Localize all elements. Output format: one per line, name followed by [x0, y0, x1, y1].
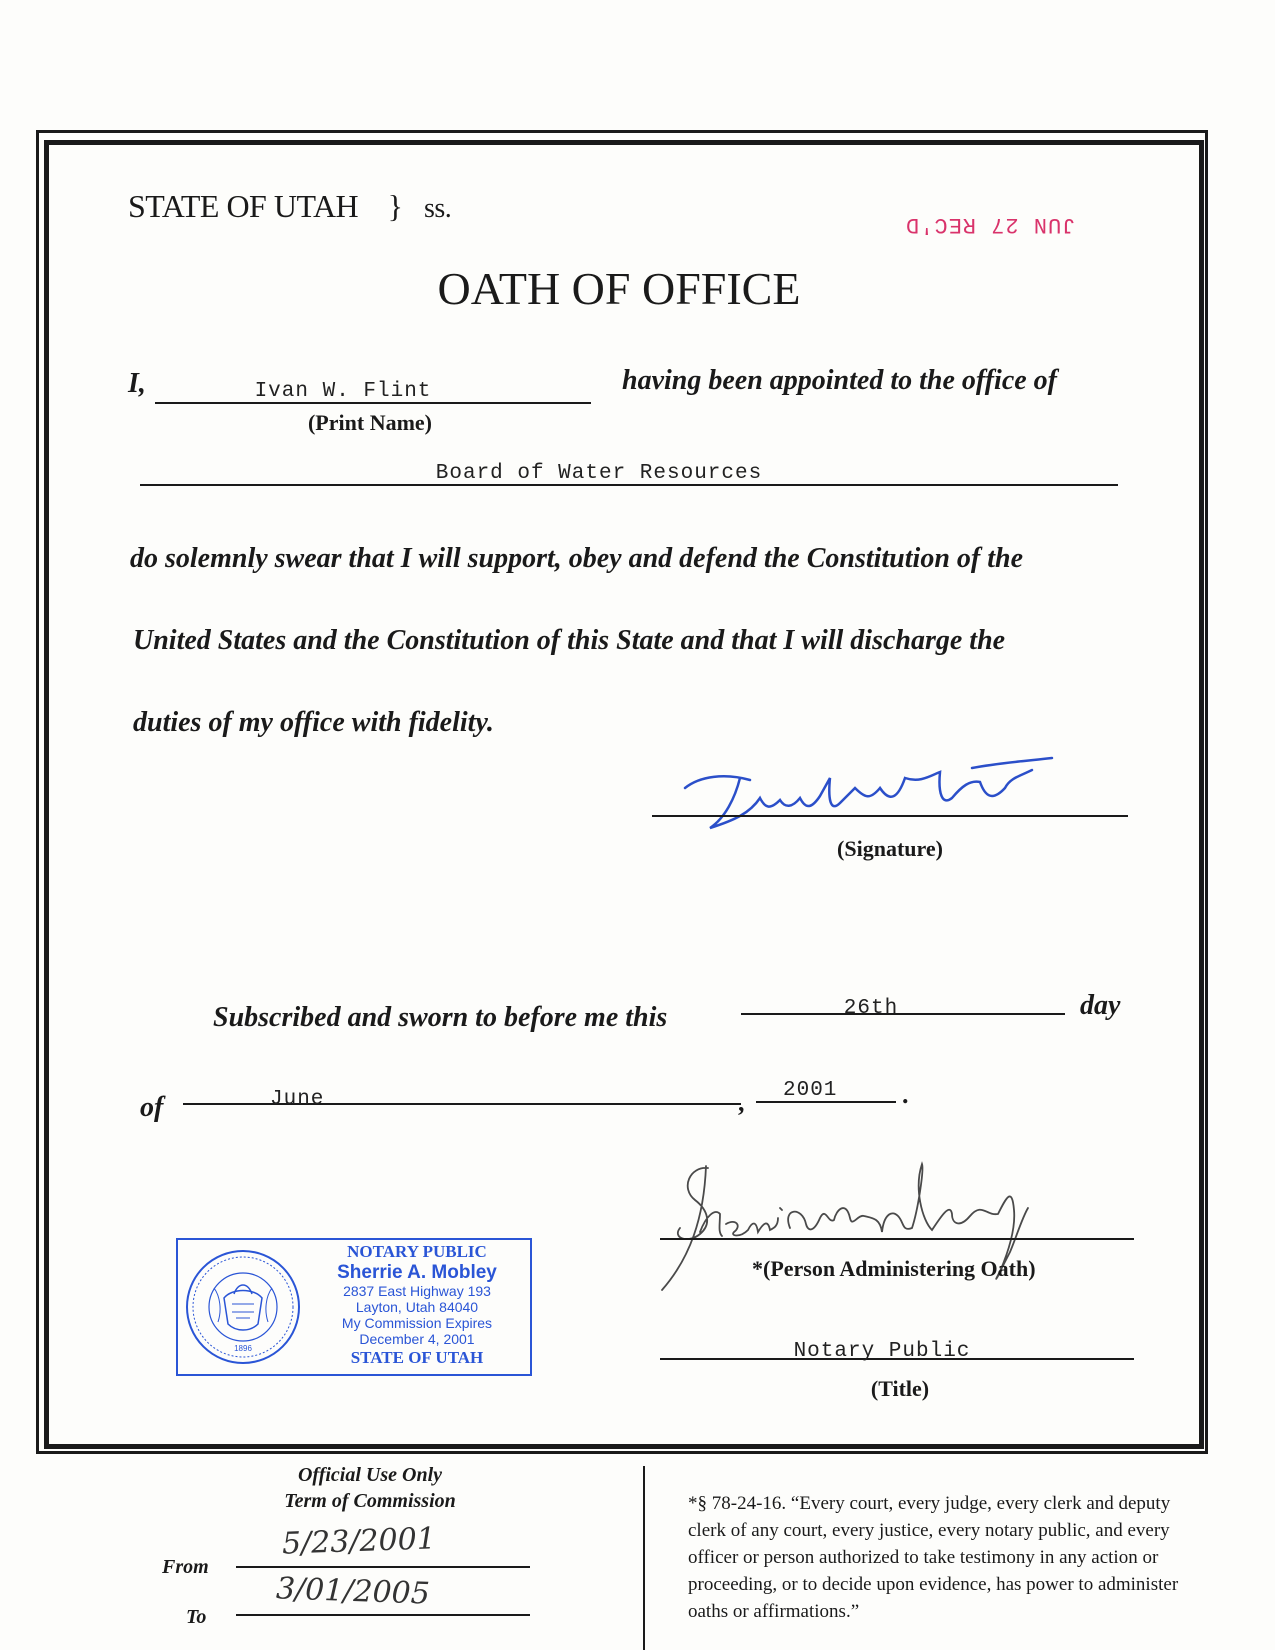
state-seal-icon: [184, 1248, 302, 1366]
from-label: From: [162, 1556, 209, 1578]
term-of-commission-heading: Term of Commission: [284, 1490, 456, 1512]
title-label: (Title): [870, 1376, 930, 1401]
ss-label: ss.: [424, 193, 452, 224]
oath-line-3: duties of my office with fidelity.: [133, 707, 494, 738]
official-use-heading: Official Use Only: [297, 1464, 443, 1486]
of-word: of: [140, 1092, 164, 1123]
signature-label: (Signature): [837, 836, 943, 861]
day-word: day: [1080, 990, 1121, 1021]
state-name: STATE OF UTAH: [128, 188, 359, 224]
from-value: 5/23/2001: [281, 1521, 437, 1562]
statute-text: *§ 78-24-16. “Every court, every judge, every clerk and deputy clerk of any court, every justice, every notary public, and every officer or person authorized to take testimony in any action or proceeding, or to decide upon evidence, has power to administer oaths or affirmations.”: [688, 1493, 1179, 1622]
brace: }: [387, 188, 403, 224]
month-underline: [183, 1103, 741, 1105]
year-value: 2001: [783, 1079, 838, 1102]
oath-line-2: United States and the Constitution of this State and that I will discharge the: [133, 625, 1006, 656]
notary-expires: December 4, 2001: [359, 1331, 475, 1347]
oath-signature: [680, 758, 1080, 838]
office-value: Board of Water Resources: [435, 462, 763, 485]
to-value: 3/01/2005: [275, 1571, 431, 1612]
appointed-text: having been appointed to the office of: [622, 365, 1057, 396]
notary-name: Sherrie A. Mobley: [337, 1262, 497, 1283]
print-name-value: Ivan W. Flint: [254, 380, 432, 403]
notary-commission: My Commission Expires: [341, 1315, 493, 1331]
notary-stamp: [176, 1238, 532, 1376]
administrator-underline: [660, 1238, 1134, 1240]
title-value: Notary Public: [793, 1340, 971, 1363]
notary-heading: NOTARY PUBLIC: [347, 1242, 487, 1261]
date-comma: ,: [738, 1088, 745, 1117]
print-name-label: (Print Name): [307, 410, 432, 435]
notary-state: STATE OF UTAH: [350, 1348, 484, 1367]
notary-address-2: Layton, Utah 84040: [355, 1299, 479, 1315]
month-value: June: [270, 1088, 325, 1111]
subscribed-text: Subscribed and sworn to before me this: [213, 1002, 668, 1033]
signature-underline: [652, 815, 1128, 817]
administrator-label: *(Person Administering Oath): [752, 1256, 1036, 1281]
to-label: To: [186, 1606, 207, 1628]
oath-prefix: I,: [128, 368, 146, 399]
document-title: OATH OF OFFICE: [437, 263, 801, 314]
state-heading: [128, 188, 451, 225]
svg-text:1896: 1896: [234, 1344, 252, 1353]
day-value: 26th: [843, 997, 899, 1015]
from-underline: [236, 1566, 530, 1568]
date-period: .: [902, 1080, 909, 1109]
to-underline: [236, 1614, 530, 1616]
received-date-stamp: JUN 27 REC'D: [905, 212, 1076, 237]
oath-line-1: do solemnly swear that I will support, obey and defend the Constitution of the: [130, 543, 1023, 574]
notary-address-1: 2837 East Highway 193: [343, 1283, 491, 1299]
footer-divider: [643, 1466, 645, 1650]
